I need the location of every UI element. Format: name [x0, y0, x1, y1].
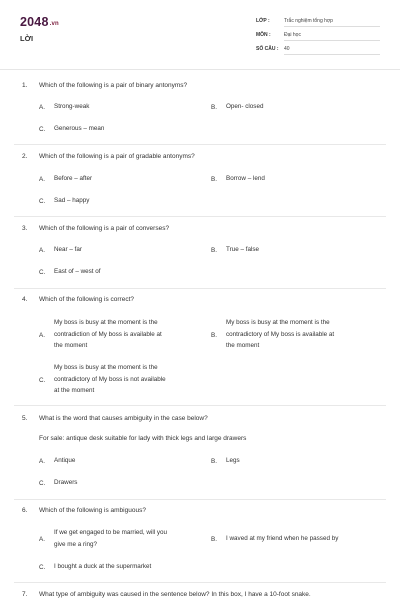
- option-c[interactable]: I bought a duck at the supermarket: [54, 563, 152, 570]
- question-number: 3.: [22, 225, 28, 232]
- meta-count-label: SỐ CÂU :: [256, 46, 279, 52]
- option-letter: A.: [39, 458, 45, 465]
- meta-class-label: LỚP :: [256, 18, 270, 24]
- option-letter: A.: [39, 332, 45, 339]
- option-c[interactable]: Generous – mean: [54, 125, 105, 132]
- question-divider: [14, 144, 386, 145]
- option-letter: B.: [211, 247, 217, 254]
- option-letter: B.: [211, 536, 217, 543]
- option-line: contradictory of My boss is available at: [226, 330, 335, 338]
- meta-subject-value: Đại học: [284, 32, 380, 41]
- logo-text: 2048: [20, 15, 49, 29]
- option-letter: B.: [211, 458, 217, 465]
- option-line: give me a ring?: [54, 540, 98, 548]
- option-letter: A.: [39, 104, 45, 111]
- option-a[interactable]: Before – after: [54, 175, 93, 182]
- option-letter: C.: [39, 564, 46, 571]
- option-line: the moment: [226, 342, 260, 349]
- question-divider: [14, 405, 386, 406]
- option-line: If we get engaged to be married, will you: [54, 529, 168, 536]
- option-c[interactable]: [54, 362, 204, 397]
- option-c[interactable]: Drawers: [54, 479, 78, 486]
- meta-class-value: Trắc nghiệm tổng hợp: [284, 18, 380, 27]
- option-letter: C.: [39, 198, 46, 205]
- logo-suffix: .vn: [49, 21, 59, 27]
- option-line: My boss is busy at the moment is the: [54, 319, 158, 326]
- option-letter: A.: [39, 176, 45, 183]
- question-divider: [14, 582, 386, 583]
- question-text: Which of the following is correct?: [39, 296, 135, 303]
- option-letter: C.: [39, 269, 46, 276]
- question-number: 1.: [22, 82, 28, 89]
- option-c[interactable]: Sad – happy: [54, 197, 90, 204]
- option-b[interactable]: Borrow – lend: [226, 175, 265, 182]
- question-divider: [14, 288, 386, 289]
- option-letter: C.: [39, 480, 46, 487]
- question-text: Which of the following is a pair of converses?: [39, 225, 170, 232]
- question-number: 4.: [22, 296, 28, 303]
- question-text: Which of the following is a pair of binary antonyms?: [39, 82, 188, 89]
- option-line: the moment: [54, 342, 88, 349]
- question-number: 7.: [22, 591, 28, 598]
- header-divider: [0, 69, 400, 70]
- option-letter: B.: [211, 332, 217, 339]
- option-letter: B.: [211, 176, 217, 183]
- option-a[interactable]: Strong-weak: [54, 103, 90, 110]
- question-divider: [14, 499, 386, 500]
- question-number: 6.: [22, 507, 28, 514]
- site-logo[interactable]: [20, 15, 59, 29]
- question-context: For sale: antique desk suitable for lady with thick legs and large drawers: [39, 435, 247, 442]
- question-text: Which of the following is a pair of gradable antonyms?: [39, 153, 195, 160]
- option-letter: A.: [39, 247, 45, 254]
- option-line: My boss is busy at the moment is the: [54, 364, 158, 371]
- option-letter: A.: [39, 536, 45, 543]
- option-line: contradictory of My boss is not available: [54, 375, 166, 383]
- option-a[interactable]: Near – far: [54, 246, 82, 253]
- question-number: 5.: [22, 415, 28, 422]
- option-line: contradiction of My boss is available at: [54, 330, 162, 338]
- option-letter: B.: [211, 104, 217, 111]
- question-text: What type of ambiguity was caused in the sentence below? In this box, I have a 10-foot snake.: [39, 591, 311, 598]
- option-line: My boss is busy at the moment is the: [226, 319, 330, 326]
- option-line: at the moment: [54, 387, 95, 394]
- option-a[interactable]: [54, 317, 204, 352]
- question-number: 2.: [22, 153, 28, 160]
- meta-subject-label: MÔN :: [256, 32, 271, 38]
- option-b[interactable]: Legs: [226, 457, 240, 464]
- question-divider: [14, 216, 386, 217]
- option-a[interactable]: Antique: [54, 457, 76, 464]
- document-title: LỜI: [20, 34, 34, 43]
- option-b[interactable]: Open- closed: [226, 103, 264, 110]
- option-letter: C.: [39, 126, 46, 133]
- question-text: Which of the following is ambiguous?: [39, 507, 146, 514]
- option-a[interactable]: [54, 527, 204, 550]
- question-text: What is the word that causes ambiguity in the case below?: [39, 415, 208, 422]
- option-b[interactable]: [226, 317, 376, 352]
- page-header: [0, 0, 400, 72]
- option-b[interactable]: True – false: [226, 246, 260, 253]
- meta-count-value: 40: [284, 46, 380, 55]
- option-b[interactable]: I waved at my friend when he passed by: [226, 535, 339, 542]
- option-letter: C.: [39, 377, 46, 384]
- option-c[interactable]: East of – west of: [54, 268, 101, 275]
